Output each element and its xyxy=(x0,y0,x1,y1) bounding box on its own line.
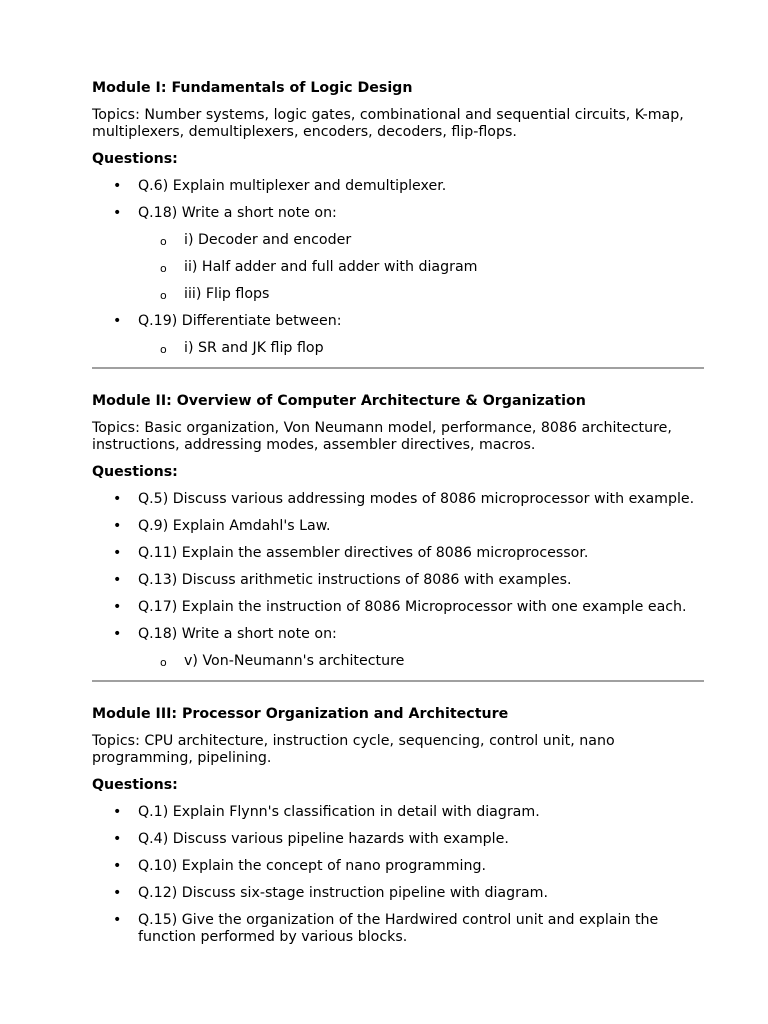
bullet-icon: • xyxy=(113,545,122,561)
question-item xyxy=(92,858,704,875)
question-text: Q.17) Explain the instruction of 8086 Microprocessor with one example each. xyxy=(138,599,687,615)
question-text: Q.1) Explain Flynn's classification in detail with diagram. xyxy=(138,804,540,820)
module-1 xyxy=(92,80,704,357)
sub-question-text: iii) Flip flops xyxy=(184,286,270,302)
module-3 xyxy=(92,706,704,946)
sub-question-list xyxy=(138,653,704,670)
module-title: Module I: Fundamentals of Logic Design xyxy=(92,80,413,96)
sub-question-item xyxy=(138,259,704,276)
sub-question-text: ii) Half adder and full adder with diagram xyxy=(184,259,478,275)
circle-bullet-icon: o xyxy=(160,289,167,302)
question-item xyxy=(92,599,704,616)
bullet-icon: • xyxy=(113,518,122,534)
bullet-icon: • xyxy=(113,804,122,820)
question-item xyxy=(92,313,704,357)
question-text: Q.5) Discuss various addressing modes of 8086 microprocessor with example. xyxy=(138,491,695,507)
bullet-icon: • xyxy=(113,313,122,329)
circle-bullet-icon: o xyxy=(160,235,167,248)
question-item xyxy=(92,572,704,589)
question-text: Q.10) Explain the concept of nano programming. xyxy=(138,858,486,874)
question-item xyxy=(92,831,704,848)
question-text: Q.4) Discuss various pipeline hazards with example. xyxy=(138,831,509,847)
question-item xyxy=(92,518,704,535)
question-text: Q.19) Differentiate between: xyxy=(138,313,342,329)
sub-question-item xyxy=(138,340,704,357)
question-item xyxy=(92,545,704,562)
sub-question-item xyxy=(138,653,704,670)
question-item xyxy=(92,912,704,946)
question-list xyxy=(92,178,704,357)
module-title: Module III: Processor Organization and Architecture xyxy=(92,706,509,722)
sub-question-list xyxy=(138,232,704,303)
bullet-icon: • xyxy=(113,626,122,642)
sub-question-text: i) Decoder and encoder xyxy=(184,232,352,248)
question-text: Q.9) Explain Amdahl's Law. xyxy=(138,518,331,534)
questions-label: Questions: xyxy=(92,151,178,167)
question-list xyxy=(92,804,704,946)
sub-question-item xyxy=(138,286,704,303)
question-item xyxy=(92,885,704,902)
circle-bullet-icon: o xyxy=(160,343,167,356)
bullet-icon: • xyxy=(113,205,122,221)
bullet-icon: • xyxy=(113,912,122,928)
section-divider xyxy=(92,367,704,369)
questions-label: Questions: xyxy=(92,464,178,480)
question-item xyxy=(92,205,704,303)
question-list xyxy=(92,491,704,670)
bullet-icon: • xyxy=(113,572,122,588)
bullet-icon: • xyxy=(113,858,122,874)
sub-question-item xyxy=(138,232,704,249)
module-title: Module II: Overview of Computer Architecture & Organization xyxy=(92,393,586,409)
question-text: Q.11) Explain the assembler directives of 8086 microprocessor. xyxy=(138,545,589,561)
question-text: Q.15) Give the organization of the Hardwired control unit and explain the function performed by various blocks. xyxy=(138,912,659,945)
bullet-icon: • xyxy=(113,491,122,507)
bullet-icon: • xyxy=(113,599,122,615)
question-item xyxy=(92,626,704,670)
question-text: Q.6) Explain multiplexer and demultiplexer. xyxy=(138,178,447,194)
questions-label: Questions: xyxy=(92,777,178,793)
circle-bullet-icon: o xyxy=(160,262,167,275)
question-text: Q.18) Write a short note on: xyxy=(138,205,337,221)
bullet-icon: • xyxy=(113,178,122,194)
question-item xyxy=(92,491,704,508)
module-topics: Topics: CPU architecture, instruction cycle, sequencing, control unit, nano programming, pipelining. xyxy=(92,733,615,766)
section-divider xyxy=(92,680,704,682)
module-topics: Topics: Basic organization, Von Neumann model, performance, 8086 architecture, instructions, addressing modes, assembler directives, macros. xyxy=(92,420,672,453)
sub-question-list xyxy=(138,340,704,357)
sub-question-text: v) Von-Neumann's architecture xyxy=(184,653,405,669)
question-text: Q.13) Discuss arithmetic instructions of 8086 with examples. xyxy=(138,572,572,588)
module-topics: Topics: Number systems, logic gates, combinational and sequential circuits, K-map, multiplexers, demultiplexers, encoders, decoders, flip-flops. xyxy=(92,107,684,140)
question-item xyxy=(92,804,704,821)
sub-question-text: i) SR and JK flip flop xyxy=(184,340,324,356)
document-page xyxy=(92,80,704,956)
bullet-icon: • xyxy=(113,885,122,901)
circle-bullet-icon: o xyxy=(160,656,167,669)
module-2 xyxy=(92,393,704,670)
bullet-icon: • xyxy=(113,831,122,847)
question-text: Q.12) Discuss six-stage instruction pipeline with diagram. xyxy=(138,885,548,901)
question-text: Q.18) Write a short note on: xyxy=(138,626,337,642)
question-item xyxy=(92,178,704,195)
